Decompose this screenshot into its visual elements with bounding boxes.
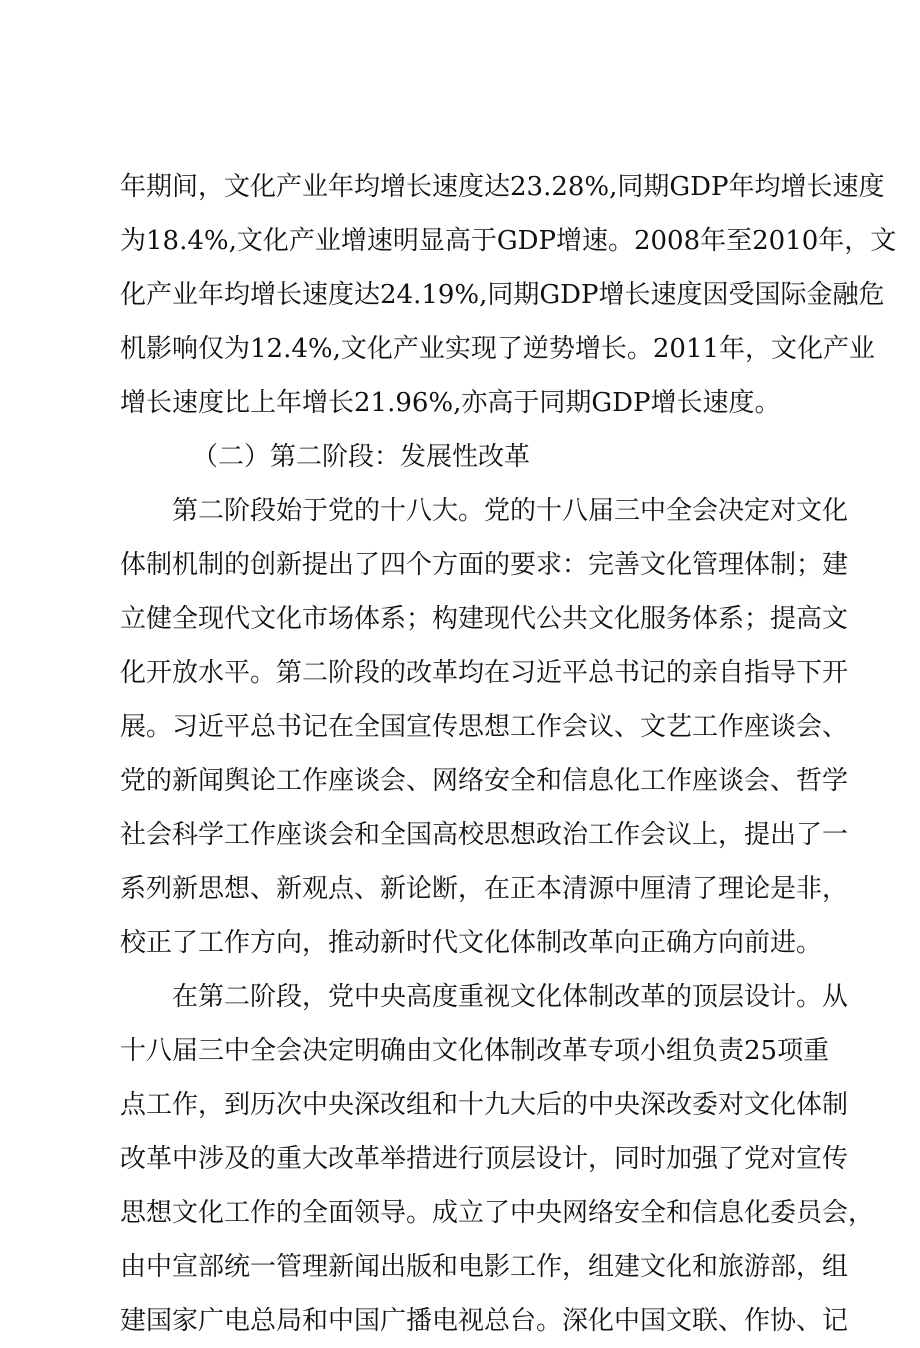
paragraph-second-stage [120,484,849,970]
text-line: 系列新思想、新观点、新论断，在正本清源中厘清了理论是非， [120,874,849,904]
text-line: 在第二阶段，党中央高度重视文化体制改革的顶层设计。从 [172,982,849,1012]
paragraph-top-level-design [120,970,875,1348]
text-line: 化产业年均增长速度达24.19%,同期GDP增长速度因受国际金融危 [120,280,885,310]
text-line: 化开放水平。第二阶段的改革均在习近平总书记的亲自指导下开 [120,658,849,688]
text-line: 由中宣部统一管理新闻出版和电影工作，组建文化和旅游部，组 [120,1252,849,1282]
text-line: 展。习近平总书记在全国宣传思想工作会议、文艺工作座谈会、 [120,712,849,742]
text-line: 第二阶段始于党的十八大。党的十八届三中全会决定对文化 [172,496,849,526]
text-line: 思想文化工作的全面领导。成立了中央网络安全和信息化委员会， [120,1198,875,1228]
text-line: 机影响仅为12.4%,文化产业实现了逆势增长。2011年，文化产业 [120,334,876,364]
document-body [120,160,897,1348]
text-line: 点工作，到历次中央深改组和十九大后的中央深改委对文化体制 [120,1090,849,1120]
text-line: 年期间，文化产业年均增长速度达23.28%,同期GDP年均增长速度 [120,172,885,202]
text-line: 校正了工作方向，推动新时代文化体制改革向正确方向前进。 [120,928,823,958]
paragraph-growth-stats [120,160,897,430]
text-line: 社会科学工作座谈会和全国高校思想政治工作会议上，提出了一 [120,820,849,850]
text-line: 改革中涉及的重大改革举措进行顶层设计，同时加强了党对宣传 [120,1144,849,1174]
text-line: 为18.4%,文化产业增速明显高于GDP增速。2008年至2010年，文 [120,226,897,256]
text-line: 增长速度比上年增长21.96%,亦高于同期GDP增长速度。 [120,388,781,418]
text-line: 建国家广电总局和中国广播电视总台。深化中国文联、作协、记 [120,1306,849,1336]
text-line: 十八届三中全会决定明确由文化体制改革专项小组负责25项重 [120,1036,830,1066]
text-line: 立健全现代文化市场体系；构建现代公共文化服务体系；提高文 [120,604,849,634]
text-line: 体制机制的创新提出了四个方面的要求：完善文化管理体制；建 [120,550,849,580]
text-line: 党的新闻舆论工作座谈会、网络安全和信息化工作座谈会、哲学 [120,766,849,796]
section-heading: （二）第二阶段：发展性改革 [192,442,531,472]
